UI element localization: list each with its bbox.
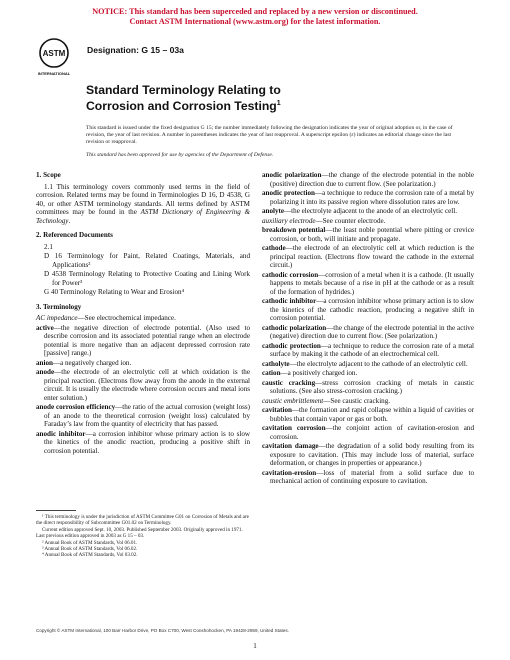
term-name: caustic embrittlement: [262, 396, 324, 405]
astm-logo-icon: [36, 37, 72, 77]
term-entry: [262, 369, 474, 378]
term-entry: [262, 442, 474, 468]
notice-line-1: NOTICE: This standard has been superceded and replaced by a new version or discontinued.: [92, 7, 418, 16]
term-entry: [262, 217, 474, 226]
term-name: anodic inhibitor: [36, 429, 86, 438]
term-definition: —See caustic cracking.: [323, 396, 391, 405]
term-name: cation: [262, 369, 281, 377]
term-name: breakdown potential: [262, 226, 326, 234]
term-entry: [262, 244, 474, 270]
term-entry: [262, 271, 474, 297]
term-definition: —the least noble potential where pitting or crevice corrosion, or both, will initiate and propagate.: [270, 226, 474, 243]
term-entry: [262, 397, 474, 406]
term-entry: [36, 368, 250, 402]
ref-d16: D 16 Terminology for Paint, Related Coatings, Materials, and Applications²: [44, 252, 250, 269]
term-entry: [262, 342, 474, 359]
svg-text:INTERNATIONAL: INTERNATIONAL: [37, 71, 71, 76]
term-definition: —the change of the electrode potential in the noble (positive) direction due to current flow. (See polarization.): [270, 171, 474, 188]
title-line-2-text: Corrosion and Corrosion Testing: [86, 99, 277, 114]
term-name: cavitation: [262, 406, 292, 414]
term-name: auxiliary electrode: [262, 216, 316, 225]
term-name: anode corrosion efficiency: [36, 403, 116, 411]
footnote: ² Annual Book of ASTM Standards, Vol 06.01.: [42, 539, 138, 546]
scope-text-end: .: [68, 216, 71, 225]
term-definition: —a technique to reduce the corrosion rate of a metal surface by making it the cathode of an electrochemical cell.: [270, 341, 474, 358]
term-definition: —the formation and rapid collapse within a liquid of cavities or bubbles that contain vapor or gas or both.: [270, 406, 474, 423]
term-name: cathodic inhibitor: [262, 297, 317, 305]
term-definition: —loss of material from a solid surface due to mechanical action of continuing exposure to cavitation.: [270, 468, 474, 485]
term-definition: —the electrode of an electrolytic cell at which reduction is the principal reaction. (Electrons flow toward the cathode in the external circuit.): [270, 244, 474, 269]
term-definition: —See electrochemical impedance.: [77, 314, 176, 322]
ref-g40: G 40 Terminology Relating to Wear and Erosion⁴: [44, 288, 185, 296]
term-definition: —the electrolyte adjacent to the anode of an electrolytic cell.: [284, 207, 458, 215]
term-name: cathodic corrosion: [262, 270, 319, 279]
term-entry: [262, 406, 474, 423]
footnote-divider: [36, 510, 76, 511]
term-name: cavitation damage: [262, 442, 319, 450]
term-name: cathodic polarization: [262, 323, 327, 332]
footnote: Current edition approved Sept. 10, 2003. Published September 2003. Originally approved in 1971. Last previous edition approved in 2003 as G 15 – 03.: [36, 526, 243, 540]
page-title: [86, 83, 416, 113]
term-definition: —the change of the electrode potential in the active (negative) direction due to current flow. (See polarization.): [270, 323, 474, 340]
term-entry: [262, 469, 474, 486]
dod-approval-note: This standard has been approved for use by agencies of the Department of Defense.: [86, 152, 274, 158]
scope-dictionary-title: ASTM Dictionary of Engineering & Technology: [36, 208, 250, 225]
section-3-heading: 3. Terminology: [36, 302, 82, 311]
term-entry: [262, 324, 474, 341]
term-definition: —the conjoint action of cavitation-erosion and corrosion.: [270, 424, 475, 441]
term-name: anode: [36, 368, 55, 376]
term-entry: [36, 324, 250, 358]
scope-paragraph: [36, 183, 250, 226]
term-name: active: [36, 323, 54, 332]
term-definition: —a technique to reduce the corrosion rate of a metal by polarizing it into its passive region where dissolution rates are low.: [270, 189, 475, 206]
term-entry: [36, 359, 250, 368]
term-definition: —the degradation of a solid body resulting from its exposure to cavitation. (This may include loss of material, surface deformation, or changes in properties or appearance.): [270, 442, 474, 467]
title-line-2: [86, 97, 416, 113]
term-entry: [262, 379, 474, 396]
copyright-line: Copyright © ASTM International, 100 Barr Harbor Drive, PO Box C700, West Conshohocken, PA 19428-2959, United States.: [36, 628, 289, 633]
term-definition: —the electrolyte adjacent to the cathode of an electrolytic cell.: [289, 359, 468, 368]
term-definition: —stress corrosion cracking of metals in caustic solutions. (See also stress-corrosion cracking.): [270, 378, 474, 395]
term-entry: [262, 189, 474, 206]
term-entry: [262, 297, 474, 323]
term-definition: —the electrode of an electrolytic cell at which oxidation is the principal reaction. (Electrons flow away from the anode in the external circuit. It is usually the electrode where corrosion occurs and metal ions enter solution.): [44, 368, 250, 402]
term-definition: —See counter electrode.: [315, 216, 386, 225]
footnote: ¹ This terminology is under the jurisdiction of ASTM Committee G01 on Corrosion of Metals and are the direct responsibility of Subcommittee G01.02 on Terminology.: [36, 514, 249, 527]
term-entry: [36, 430, 250, 456]
term-definition: —a negatively charged ion.: [52, 358, 132, 367]
term-definition: —a corrosion inhibitor whose primary action is to slow the kinetics of the cathodic reaction, producing a negative shift in corrosion potential.: [270, 297, 474, 322]
title-footnote-mark: 1: [276, 100, 281, 107]
term-entry: [262, 171, 474, 188]
term-name: caustic cracking: [262, 378, 316, 387]
term-entry: [262, 424, 474, 441]
term-name: anodic protection: [262, 189, 315, 197]
term-name: cathode: [262, 244, 286, 252]
designation: Designation: G 15 – 03a: [87, 45, 184, 55]
term-entry: [36, 314, 250, 323]
right-column: [262, 171, 474, 487]
scope-text: 1.1 This terminology covers commonly used terms in the field of corrosion. Related terms may be found in Terminologies D 16, D 4538, G 40, or other ASTM terminology standards. All terms defined by ASTM committees may be found in the: [36, 182, 250, 216]
svg-text:ASTM: ASTM: [42, 49, 66, 58]
term-name: cavitation corrosion: [262, 424, 326, 432]
term-definition: —corrosion of a metal when it is a cathode. (It usually happens to metals because of a rise in pH at the cathode or as a result of the formation of hydrides.): [270, 270, 475, 296]
term-name: anion: [36, 358, 53, 367]
section-2-1: 2.1: [44, 242, 53, 251]
left-column: [36, 171, 250, 456]
notice-line-2: Contact ASTM International (www.astm.org) for the latest information.: [129, 17, 381, 26]
footnote: ⁴ Annual Book of ASTM Standards, Vol 03.02.: [42, 552, 138, 559]
term-name: cavitation-erosion: [262, 468, 317, 477]
supersede-notice: [0, 7, 510, 27]
term-name: anolyte: [262, 207, 285, 215]
section-2-heading: 2. Referenced Documents: [36, 231, 113, 239]
term-definition: —a positively charged ion.: [280, 369, 358, 377]
term-entry: [262, 207, 474, 216]
term-name: AC impedance: [36, 314, 78, 322]
issuance-note: This standard is issued under the fixed designation G 15; the number immediately following the designation indicates the year of original adoption or, in the case of revision, the year of last revision. A number in parentheses indicates the year of last reapproval. A superscript epsilon (ε) indicates an editorial change since the last revision or reapproval.: [86, 125, 453, 145]
term-name: catholyte: [262, 359, 290, 368]
title-line-1: Standard Terminology Relating to: [86, 83, 281, 97]
ref-d4538: D 4538 Terminology Relating to Protective Coating and Lining Work for Power³: [44, 270, 250, 287]
section-1-heading: 1. Scope: [36, 171, 61, 179]
footnote: ³ Annual Book of ASTM Standards, Vol 06.02.: [42, 546, 138, 553]
page-number: 1: [253, 642, 257, 650]
term-name: anodic polarization: [262, 171, 322, 179]
term-entry: [36, 403, 250, 429]
footnotes: [36, 514, 250, 559]
term-entry: [262, 226, 474, 243]
term-name: cathodic protection: [262, 341, 321, 350]
term-definition: —the negative direction of electrode potential. (Also used to describe corrosion and its associated potential range when an electrode potential is more negative than an adjacent depressed corrosion rate [passive] range.): [44, 323, 250, 357]
term-entry: [262, 360, 474, 369]
term-definition: —the ratio of the actual corrosion (weight loss) of an anode to the theoretical corrosion (weight loss) calculated by Faraday’s law from the quantity of electricity that has passed.: [44, 403, 250, 428]
term-definition: —a corrosion inhibitor whose primary action is to slow the kinetics of the anodic reaction, producing a positive shift in corrosion potential.: [44, 429, 250, 455]
